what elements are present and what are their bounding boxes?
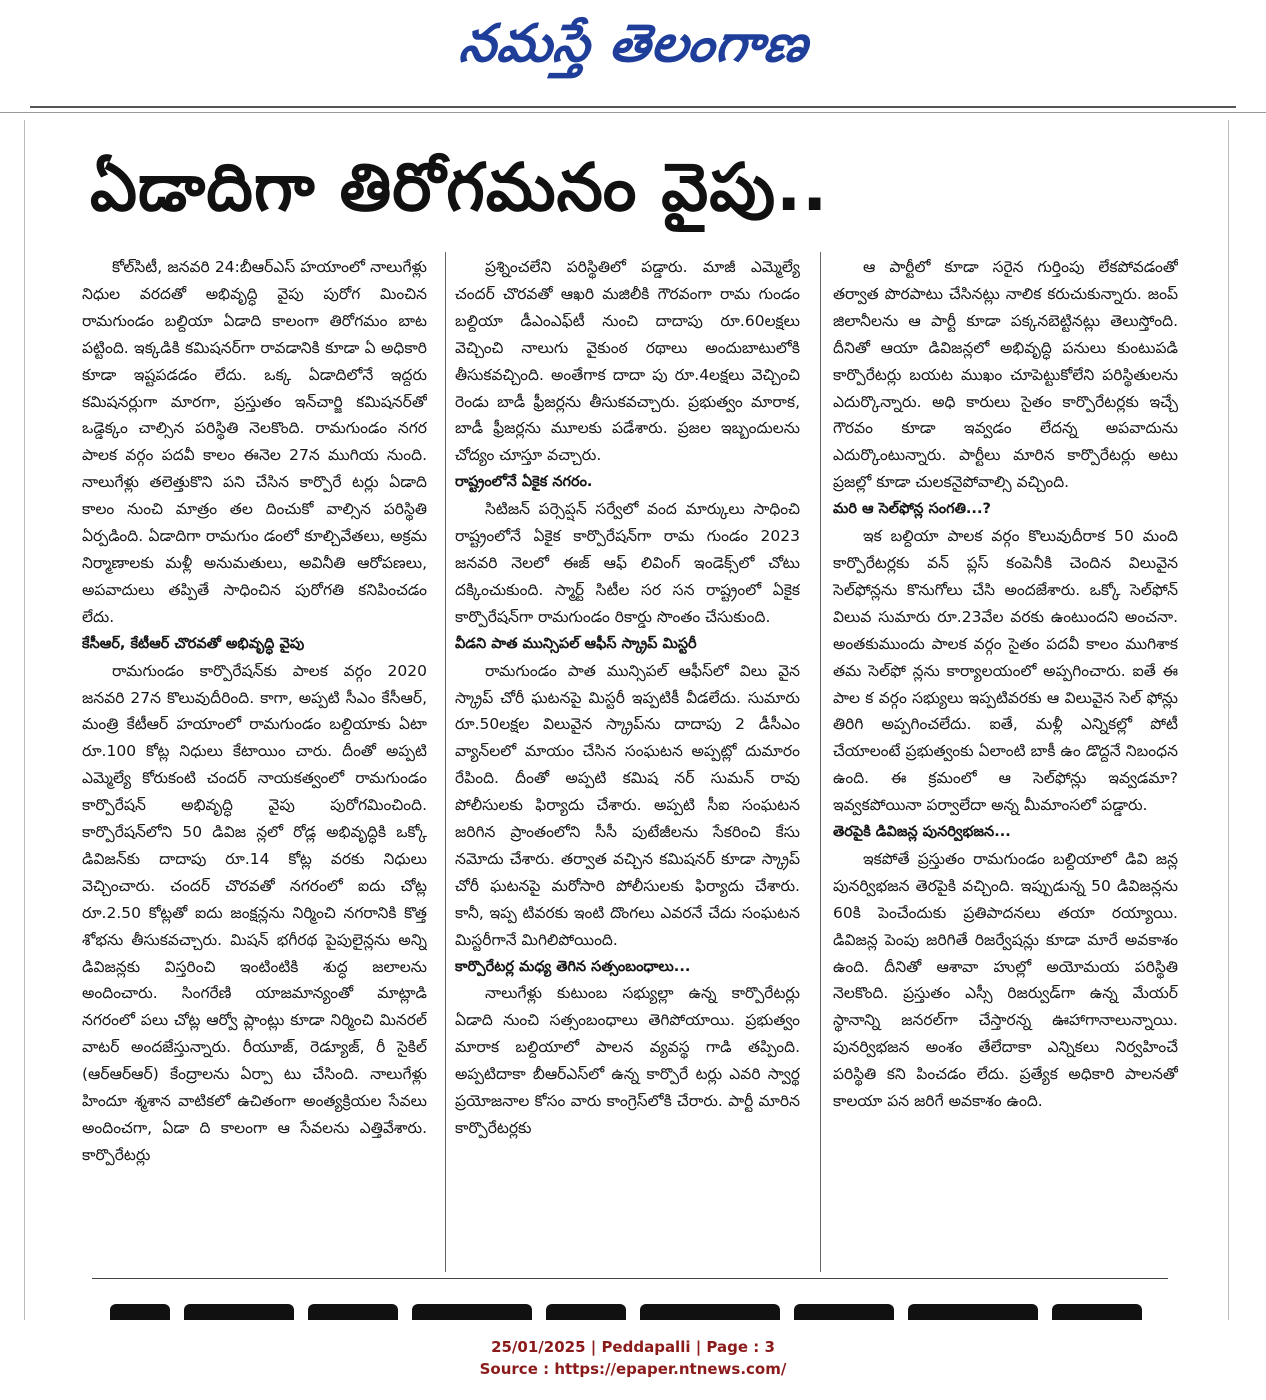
subheading: తెరపైకి డివిజన్ల పునర్విభజన...	[833, 824, 1011, 841]
paragraph: రామగుండం కార్పొరేషన్‌కు పాలక వర్గం 2020 జనవరి 27న కొలువుదీరింది. కాగా, అప్పటి సీఎం కేసీఆర్‌, మంత్రి కేటీఆర్‌ హయాంలో రామగుండం బల్దియాకు ఏటా రూ.100 కోట్ల నిధులు కేటాయిం చారు. దీంతో అప్పటి ఎమ్మెల్యే కోరుకంటి చందర్‌ నాయకత్వంలో రామగుండం కార్పొరేషన్‌ అభివృద్ధి వైపు పురోగమించింది. కార్పొరేషన్‌లోని 50 డివిజ న్లలో రోడ్ల అభివృద్ధికి ఒక్కో డివిజన్‌కు దాదాపు రూ.14 కోట్ల వరకు నిధులు వెచ్చించారు. చందర్‌ చొరవతో నగరంలో ఐదు చోట్ల రూ.2.50 కోట్లతో ఐదు జంక్షన్లను నిర్మించి నగరానికి కొత్త శోభను తీసుకవచ్చారు. మిషన్‌ భగీరథ పైపులైన్లను అన్ని డివిజన్లకు విస్తరించి ఇంటింటికి శుద్ధ జలాలను అందించారు. సింగరేణి యాజమాన్యంతో మాట్లాడి నగరంలో పలు చోట్ల ఆర్వో ప్లాంట్లు కూడా నిర్మించి మినరల్‌ వాటర్‌ అందజేస్తున్నారు. రీయూజ్‌, రెడ్యూజ్‌, రీ సైకిల్‌ (ఆర్‌ఆర్‌ఆర్‌) కేంద్రాలను ఏర్పా టు చేసింది. నాలుగేళ్లు హిందూ శ్మశాన వాటికలో ఉచితంగా అంత్యక్రియల సేవలు అందించగా, ఏడా ది కాలంగా ఆ సేవలను ఎత్తివేశారు. కార్పొరేటర్లు	[82, 661, 427, 1164]
newspaper-logo: నమస్తే తెలంగాణ	[456, 14, 812, 74]
paragraph: కోల్‌సిటీ, జనవరి 24:బీఆర్‌ఎస్‌ హయాంలో నాలుగేళ్లు నిధుల వరదతో అభివృద్ధి వైపు పురోగ మించిన రామగుండం బల్దియా ఏడాది కాలంగా తిరోగమం బాట పట్టింది. ఇక్కడికి కమిషనర్‌గా రావడానికి కూడా ఏ అధికారి కూడా ఇష్టపడడం లేదు. ఒక్క ఏడాదిలోనే ఇద్దరు కమిషనర్లుగా మారగా, ప్రస్తుతం ఇన్‌చార్జి కమిషనర్‌తో ఒడ్డెక్కం చాల్సిన పరిస్థితి నెలకొంది. రామగుండం నగర పాలక వర్గం పదవీ కాలం ఈనెల 27న ముగియ నుంది. నాలుగేళ్లు తలెత్తుకొని పని చేసిన కార్పొరే టర్లు ఏడాది కాలం నుంచి మాత్రం తల దించుకో వాల్సిన పరిస్థితి ఏర్పడింది. ఏడాదిగా రామగుం డంలో కూల్చివేతలు, అక్రమ నిర్మాణాలకు మళ్లీ అనుమతులు, అవినీతి ఆరోపణలు, అపవాదులు తప్పితే సాధించిన పురోగతి కనిపించడం లేదు.	[82, 258, 427, 626]
masthead-rule	[30, 106, 1236, 108]
article-column-1	[82, 254, 427, 1274]
page-edge-left	[24, 120, 25, 1320]
footer-source-link[interactable]: Source : https://epaper.ntnews.com/	[479, 1360, 787, 1378]
subheading: రాష్ట్రంలోనే ఏకైక నగరం.	[455, 474, 593, 491]
paragraph: ఆ పార్టీలో కూడా సరైన గుర్తింపు లేకపోవడంతో తర్వాత పొరపాటు చేసినట్లు నాలిక కరుచుకున్నారు. జంప్‌ జిలానీలను ఆ పార్టీ కూడా పక్కనబెట్టినట్లు తెలుస్తోంది. దీనితో ఆయా డివిజన్లలో అభివృద్ధి పనులు కుంటుపడి కార్పొరేటర్లు బయట ముఖం చూపెట్టుకోలేని పరిస్థితులను ఎదుర్కొన్నారు. అధి కారులు సైతం కార్పొరేటర్లకు ఇచ్చే గౌరవం కూడా ఇవ్వడం లేదన్న అపవాదును ఎదుర్కొంటున్నారు. పార్టీలు మారిన కార్పొరేటర్లు అటు ప్రజల్లో కూడా చులకనైపోవాల్సి వచ్చింది.	[833, 258, 1178, 492]
masthead-rule-thin	[0, 112, 1266, 113]
subheading: కేసీఆర్‌, కేటీఆర్‌ చొరవతో అభివృద్ధి వైపు	[82, 635, 305, 652]
subheading: కార్పొరేటర్ల మధ్య తెగిన సత్సంబంధాలు...	[455, 958, 691, 975]
footer-edition-info: 25/01/2025 | Peddapalli | Page : 3	[491, 1338, 775, 1356]
paragraph: సిటిజన్‌ పర్సెప్షన్‌ సర్వేలో వంద మార్కులు సాధించి రాష్ట్రంలోనే ఏకైక కార్పొరేషన్‌గా రామ గుండం 2023 జనవరి నెలలో ఈజ్‌ ఆఫ్‌ లివింగ్‌ ఇండెక్స్‌లో చోటు దక్కించుకుంది. స్మార్ట్‌ సిటీల సర సన రాష్ట్రంలో ఏకైక కార్పొరేషన్‌గా రామగుండం రికార్డు సొంతం చేసుకుంది.	[455, 500, 800, 626]
article-column-3	[833, 254, 1178, 1274]
paragraph: ఇకపోతే ప్రస్తుతం రామగుండం బల్దియాలో డివి జన్ల పునర్విభజన తెరపైకి వచ్చింది. ఇప్పుడున్న 50 డివిజన్లను 60కి పెంచేందుకు ప్రతిపాదనలు తయా రయ్యాయి. డివిజన్ల పెంపు జరిగితే రిజర్వేషన్లు కూడా మారే అవకాశం ఉంది. దీనితో ఆశావా హుల్లో అయోమయ పరిస్థితి నెలకొంది. ప్రస్తుతం ఎస్సీ రిజర్వుడ్‌గా ఉన్న మేయర్‌ స్థానాన్ని జనరల్‌గా చేస్తారన్న ఊహాగానాలున్నాయి. పునర్విభజన అంశం తేలేదాకా ఎన్నికలు నిర్వహించే పరిస్థితి కని పించడం లేదు. ప్రత్యేక అధికారి పాలనతో కాలయా పన జరిగే అవకాశం ఉంది.	[833, 849, 1178, 1111]
article-bottom-rule	[92, 1278, 1168, 1279]
subheading: వీడని పాత మున్సిపల్‌ ఆఫీస్‌ స్క్రాప్‌ మిస్టరీ	[455, 635, 697, 652]
article-headline: ఏడాదిగా తిరోగమనం వైపు..	[90, 149, 829, 226]
paragraph: నాలుగేళ్లు కుటుంబ సభ్యుల్లా ఉన్న కార్పొరేటర్లు ఏడాది నుంచి సత్సంబంధాలు తెగిపోయాయి. ప్రభుత్వం మారాక బల్దియాలో పాలన వ్యవస్థ గాడి తప్పింది. అప్పటిదాకా బీఆర్‌ఎస్‌లో ఉన్న కార్పొరే టర్లు ఎవరి స్వార్థ ప్రయోజనాల కోసం వారు కాంగ్రెస్‌లోకి చేరారు. పార్టీ మారిన కార్పొరేటర్లకు	[455, 984, 800, 1137]
column-divider	[445, 252, 446, 1272]
paragraph: ప్రశ్నించలేని పరిస్థితిలో పడ్డారు. మాజీ ఎమ్మెల్యే చందర్‌ చొరవతో ఆఖరి మజిలీకి గౌరవంగా రామ గుండం బల్దియా డీఎంఎఫ్‌టీ నుంచి దాదాపు రూ.60లక్షలు వెచ్చించి నాలుగు వైకుంఠ రథాలు అందుబాటులోకి తీసుకవచ్చింది. అంతేగాక దాదా పు రూ.4లక్షలు వెచ్చించి రెండు బాడీ ఫ్రీజర్లను తీసుకవచ్చారు. ప్రభుత్వం మారాక, బాడీ ఫ్రీజర్లను మూలకు పడేశారు. ప్రజల ఇబ్బందులను చోద్యం చూస్తూ వచ్చారు.	[455, 258, 800, 465]
subheading: మరి ఆ సెల్‌ఫోన్ల సంగతి...?	[833, 501, 991, 518]
paragraph: రామగుండం పాత మున్సిపల్‌ ఆఫీస్‌లో విలు వైన స్క్రాప్‌ చోరీ ఘటనపై మిస్టరీ ఇప్పటికీ వీడలేదు. సుమారు రూ.50లక్షల విలువైన స్క్రాప్‌ను దాదాపు 2 డీసీఎం వ్యాన్‌లలో మాయం చేసిన సంఘటన అప్పట్లో దుమారం రేపింది. దీంతో అప్పటి కమిష నర్‌ సుమన్‌ రావు పోలీసులకు ఫిర్యాదు చేశారు. అప్పటి సీఐ సంఘటన జరిగిన ప్రాంతంలోని సీసీ పుటేజీలను సేకరించి కేసు నమోదు చేశారు. తర్వాత వచ్చిన కమిషనర్‌ కూడా స్క్రాప్‌ చోరీ ఘటనపై మరోసారి పోలీసులకు ఫిర్యాదు చేశారు. కానీ, ఇప్ప టివరకు ఇంటి దొంగలు ఎవరనే చేదు సంఘటన మిస్టరీగానే మిగిలిపోయింది.	[455, 661, 800, 949]
masthead	[0, 0, 1266, 100]
page-edge-right	[1228, 120, 1229, 1320]
article-column-2	[455, 254, 800, 1274]
page-footer	[0, 1320, 1266, 1400]
next-article-headline-cut	[110, 1296, 1170, 1320]
column-divider	[820, 252, 821, 1272]
paragraph: ఇక బల్దియా పాలక వర్గం కొలువుదీరాక 50 మంది కార్పొరేటర్లకు వన్‌ ప్లస్‌ కంపెనీకి చెందిన విలువైన సెల్‌ఫోన్లను కొనుగోలు చేసి అందజేశారు. ఒక్కో సెల్‌ఫోన్‌ విలువ సుమారు రూ.23వేల వరకు ఉంటుందని అంచనా. అంతకుముందు పాలక వర్గం సైతం పదవీ కాలం ముగిశాక తమ సెల్‌ఫో న్లను కార్యాలయంలో అప్పగించారు. ఐతే ఈ పాల క వర్గం సభ్యులు ఇప్పటివరకు ఆ విలువైన సెల్‌ ఫోన్లు తిరిగి అప్పగించలేదు. ఐతే, మళ్లీ ఎన్నికల్లో పోటీ చేయాలంటే ప్రభుత్వంకు ఏలాంటి బాకీ ఉం డొద్దనే నిబంధన ఉంది. ఈ క్రమంలో ఆ సెల్‌ఫోన్లు ఇవ్వడమా? ఇవ్వకపోయినా పర్వాలేదా అన్న మీమాంసలో పడ్డారు.	[833, 527, 1178, 815]
